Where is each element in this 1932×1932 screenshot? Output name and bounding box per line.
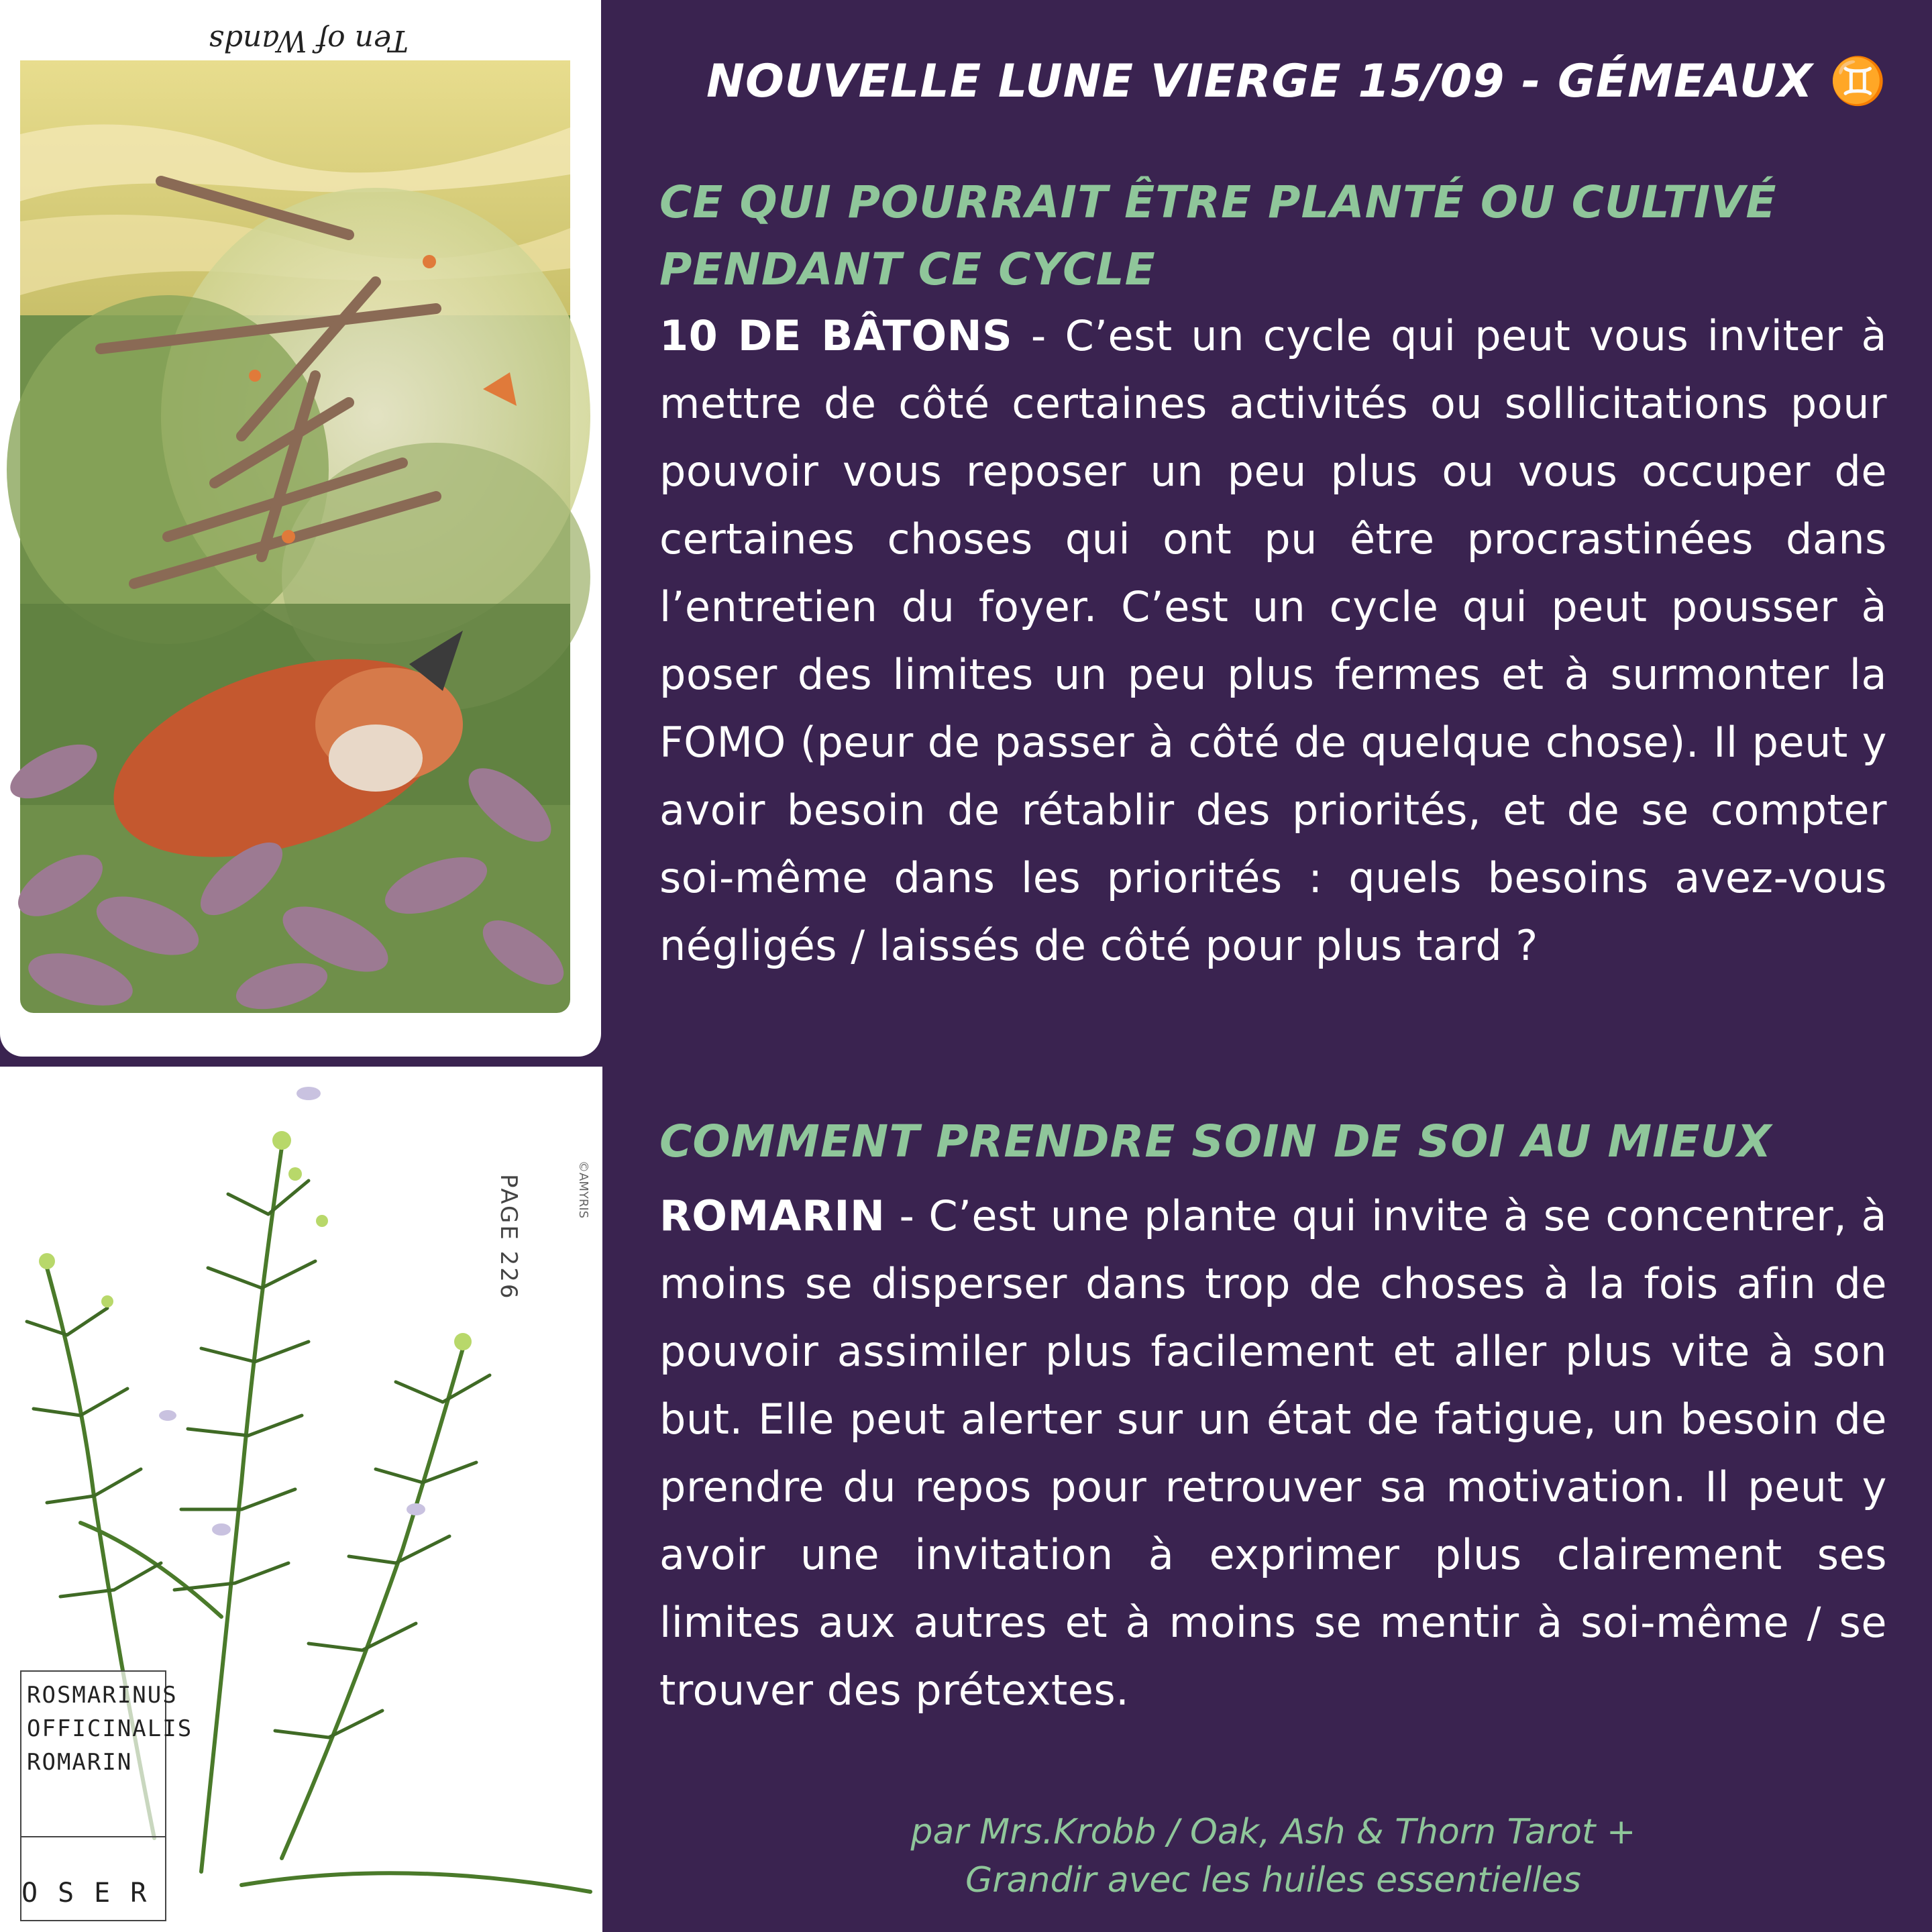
page-reference: PAGE 226 xyxy=(495,1174,522,1301)
selfcare-text: - C’est une plante qui invite à se concentrer, à moins se disperser dans trop de choses à la fois afin de pouvoir assimiler plus facilement et aller plus vite à son but. Elle peut alerter sur un état de fatigue, un besoin de prendre du repos pour retrouver sa motivation. Il peut y avoir une invitation à exprimer plus clairement ses limites aux autres et à moins se mentir à soi-même / se trouver des prétextes. xyxy=(659,1191,1887,1715)
gemini-sign-icon: ♊ xyxy=(1829,55,1887,108)
plant-keyword: OSER xyxy=(21,1878,167,1909)
selfcare-card-name: ROMARIN xyxy=(659,1191,885,1240)
tarot-card-ten-of-wands xyxy=(0,0,601,1057)
page-title: NOUVELLE LUNE VIERGE 15/09 - GÉMEAUX ♊ xyxy=(706,55,1887,108)
card-title: Ten of Wands xyxy=(209,23,409,58)
planting-body xyxy=(659,302,1887,979)
selfcare-heading: COMMENT PRENDRE SOIN DE SOI AU MIEUX xyxy=(659,1116,1772,1167)
latin-name-genus: ROSMARINUS xyxy=(27,1682,178,1709)
credits-line-2: Grandir avec les huiles essentielles xyxy=(965,1860,1582,1900)
illustrations-column xyxy=(0,0,602,1932)
plant-label-box xyxy=(20,1670,193,1921)
planting-card-name: 10 DE BÂTONS xyxy=(659,311,1013,360)
planting-text: - C’est un cycle qui peut vous inviter à mettre de côté certaines activités ou sollicitations pour pouvoir vous reposer un peu plus ou vous occuper de certaines choses qui ont pu être procrastinées dans l’entretien du foyer. C’est un cycle qui peut pousser à poser des limites un peu plus fermes et à surmonter la FOMO (peur de passer à côté de quelque chose). Il peut y avoir besoin de rétablir des priorités, et de se compter soi-même dans les priorités : quels besoins avez-vous négligés / laissés de côté pour plus tard ? xyxy=(659,311,1888,970)
common-name: ROMARIN xyxy=(27,1749,133,1776)
latin-name-species: OFFICINALIS xyxy=(27,1715,193,1742)
copyright-mark: ©AMYRIS xyxy=(576,1161,590,1219)
credits xyxy=(659,1808,1887,1904)
rosemary-card xyxy=(0,1067,602,1932)
label-divider xyxy=(21,1836,165,1837)
planting-heading: CE QUI POURRAIT ÊTRE PLANTÉ OU CULTIVÉ PENDANT CE CYCLE xyxy=(659,176,1777,295)
tarot-illustration xyxy=(0,0,601,1057)
selfcare-body xyxy=(659,1182,1887,1724)
text-column xyxy=(659,0,1887,1932)
credits-line-1: par Mrs.Krobb / Oak, Ash & Thorn Tarot + xyxy=(910,1812,1636,1852)
